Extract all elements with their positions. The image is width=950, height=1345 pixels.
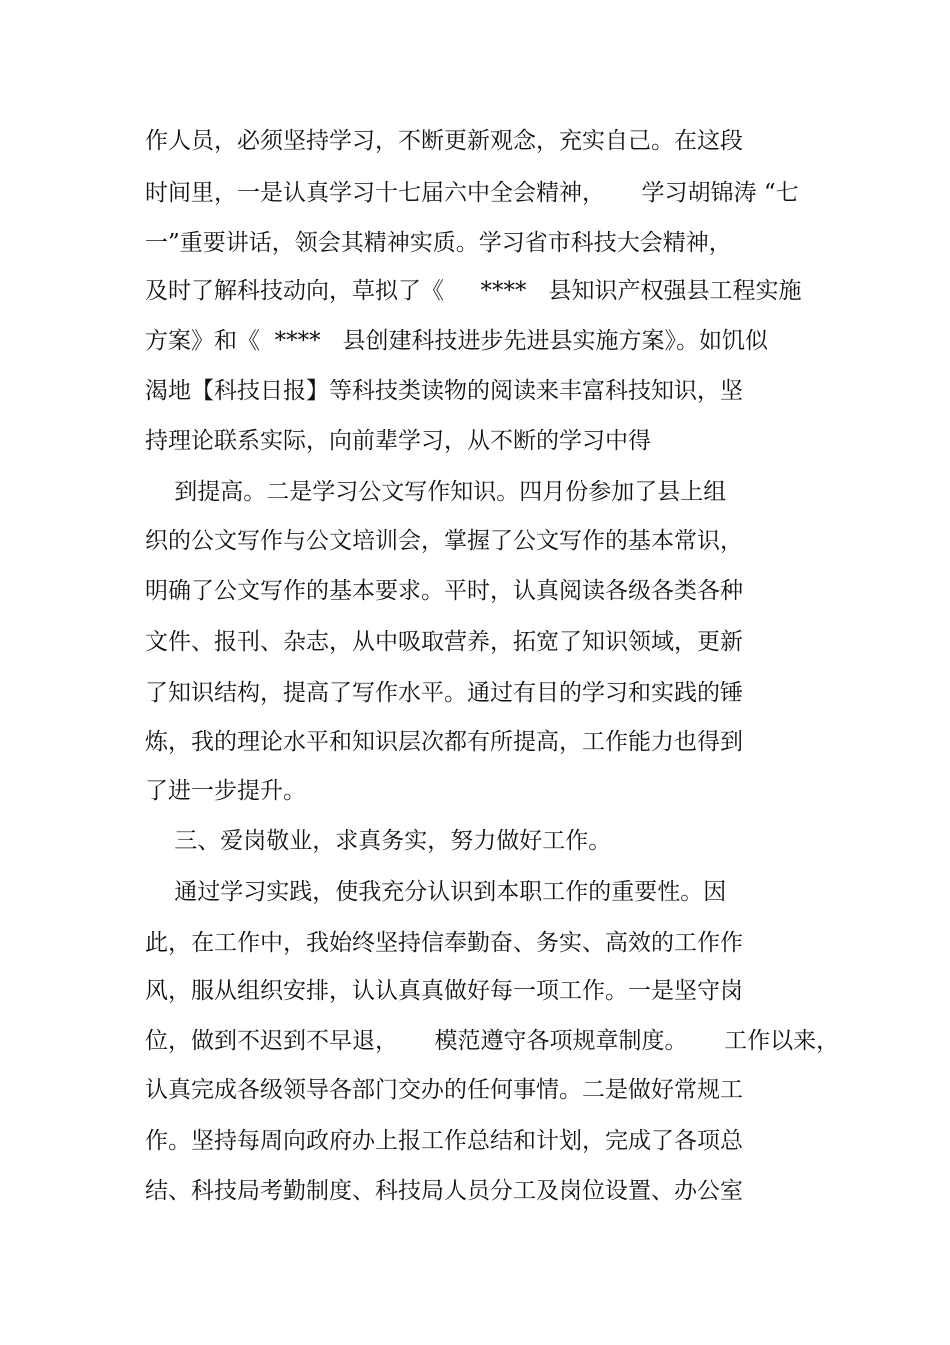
section-heading: 三、爱岗敬业，求真务实，努力做好工作。 — [145, 828, 612, 854]
text-line: 风，服从组织安排，认认真真做好每一项工作。一是坚守岗 — [145, 978, 743, 1004]
text-line: 位，做到不迟到不早退， 模范遵守各项规章制度。 工作以来， — [145, 1028, 840, 1054]
text-line: 织的公文写作与公文培训会，掌握了公文写作的基本常识， — [145, 528, 743, 554]
text-line: 此，在工作中，我始终坚持信奉勤奋、务实、高效的工作作 — [145, 930, 743, 956]
text-line: 了知识结构，提高了写作水平。通过有目的学习和实践的锤 — [145, 680, 743, 706]
text-line: 了进一步提升。 — [145, 778, 306, 804]
text-line: 结、科技局考勤制度、科技局人员分工及岗位设置、办公室 — [145, 1178, 743, 1204]
text-line: 方案》和《 **** 县创建科技进步先进县实施方案》。如饥似 — [145, 328, 769, 354]
text-line: 文件、报刊、杂志，从中吸取营养，拓宽了知识领域，更新 — [145, 629, 743, 655]
text-line: 持理论联系实际，向前辈学习，从不断的学习中得 — [145, 428, 651, 454]
text-line: 时间里，一是认真学习十七届六中全会精神， 学习胡锦涛 “七 — [145, 180, 799, 206]
text-line: 作。坚持每周向政府办上报工作总结和计划，完成了各项总 — [145, 1128, 743, 1154]
text-line: 炼，我的理论水平和知识层次都有所提高，工作能力也得到 — [145, 729, 743, 755]
text-line: 到提高。二是学习公文写作知识。四月份参加了县上组 — [145, 479, 727, 505]
text-line: 通过学习实践，使我充分认识到本职工作的重要性。因 — [145, 879, 727, 905]
text-line: 作人员，必须坚持学习，不断更新观念，充实自己。在这段 — [145, 128, 743, 154]
text-line: 及时了解科技动向，草拟了《 **** 县知识产权强县工程实施 — [145, 278, 802, 304]
text-line: 认真完成各级领导各部门交办的任何事情。二是做好常规工 — [145, 1077, 743, 1103]
text-line: 明确了公文写作的基本要求。平时，认真阅读各级各类各种 — [145, 578, 743, 604]
text-line: 一”重要讲话，领会其精神实质。学习省市科技大会精神， — [145, 230, 732, 256]
text-line: 渴地【科技日报】等科技类读物的阅读来丰富科技知识，坚 — [145, 378, 743, 404]
